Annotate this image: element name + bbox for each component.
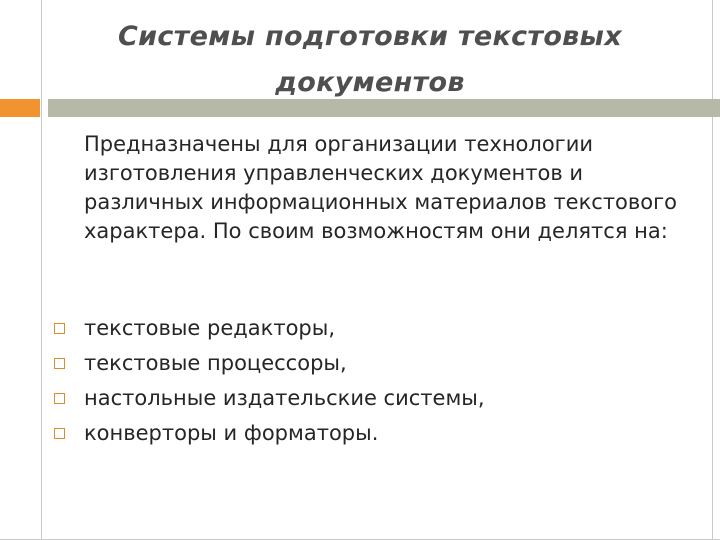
list-item [54,419,694,454]
bullet-list [54,314,694,454]
list-item [54,384,694,419]
accent-bar-gray [48,99,720,117]
intro-paragraph: Предназначены для организации технологии изготовления управленческих документов и различных информационных материалов текстового характера. По своим возможностям они делятся на: [84,132,678,243]
slide-frame-left [0,0,42,540]
list-item-label: конверторы и форматоры. [84,421,379,445]
slide-frame-right [712,0,720,540]
list-item-label: текстовые процессоры, [84,351,347,375]
square-bullet-icon [54,358,65,369]
square-bullet-icon [54,393,65,404]
square-bullet-icon [54,428,65,439]
list-item [54,314,694,349]
accent-bar-orange [0,99,40,117]
square-bullet-icon [54,323,65,334]
list-item [54,349,694,384]
list-item-label: текстовые редакторы, [84,316,336,340]
list-item-label: настольные издательские системы, [84,386,485,410]
slide-title: Системы подготовки текстовых документов [118,21,622,98]
